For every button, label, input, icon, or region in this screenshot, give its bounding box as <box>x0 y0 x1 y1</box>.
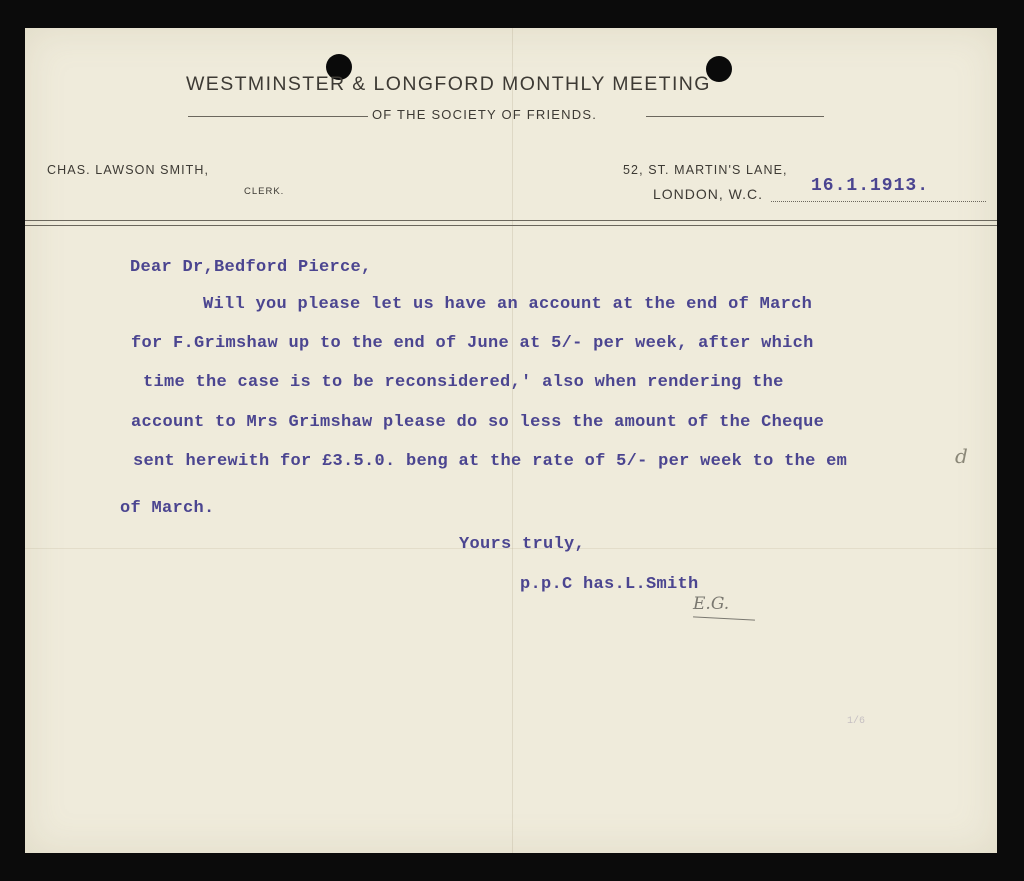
signature: p.p.C has.L.Smith <box>520 575 699 594</box>
sender-name: CHAS. LAWSON SMITH, <box>47 163 210 177</box>
body-line-2: for F.Grimshaw up to the end of June at 5/- per week, after which <box>131 334 814 353</box>
date-dotted-line <box>771 201 986 202</box>
letter-date: 16.1.1913. <box>811 176 930 196</box>
handwritten-initials: E.G. <box>693 594 730 614</box>
handwritten-correction: d <box>955 444 969 468</box>
subtitle-rule-right <box>646 116 824 117</box>
sender-role: CLERK. <box>244 186 285 197</box>
faint-mark: 1/6 <box>847 716 866 727</box>
body-line-4: account to Mrs Grimshaw please do so less the amount of the Cheque <box>131 413 825 432</box>
body-line-1: Will you please let us have an account at the end of March <box>203 295 813 314</box>
initials-underline <box>693 616 755 620</box>
address-line-1: 52, ST. MARTIN'S LANE, <box>623 163 788 177</box>
letterhead-subtitle: OF THE SOCIETY OF FRIENDS. <box>372 107 598 122</box>
body-line-3: time the case is to be reconsidered,' also when rendering the <box>143 373 784 392</box>
letterhead-title: WESTMINSTER & LONGFORD MONTHLY MEETING <box>186 73 711 95</box>
subtitle-rule-left <box>188 116 368 117</box>
closing: Yours truly, <box>459 535 586 554</box>
salutation: Dear Dr,Bedford Pierce, <box>130 258 372 277</box>
body-line-6: of March. <box>120 499 215 518</box>
address-line-2: LONDON, W.C. <box>653 186 764 202</box>
letterhead-divider <box>25 220 997 226</box>
vertical-fold-crease <box>512 28 513 853</box>
body-line-5: sent herewith for £3.5.0. beng at the rate of 5/- per week to the em <box>133 452 848 471</box>
letter-paper <box>25 28 997 853</box>
